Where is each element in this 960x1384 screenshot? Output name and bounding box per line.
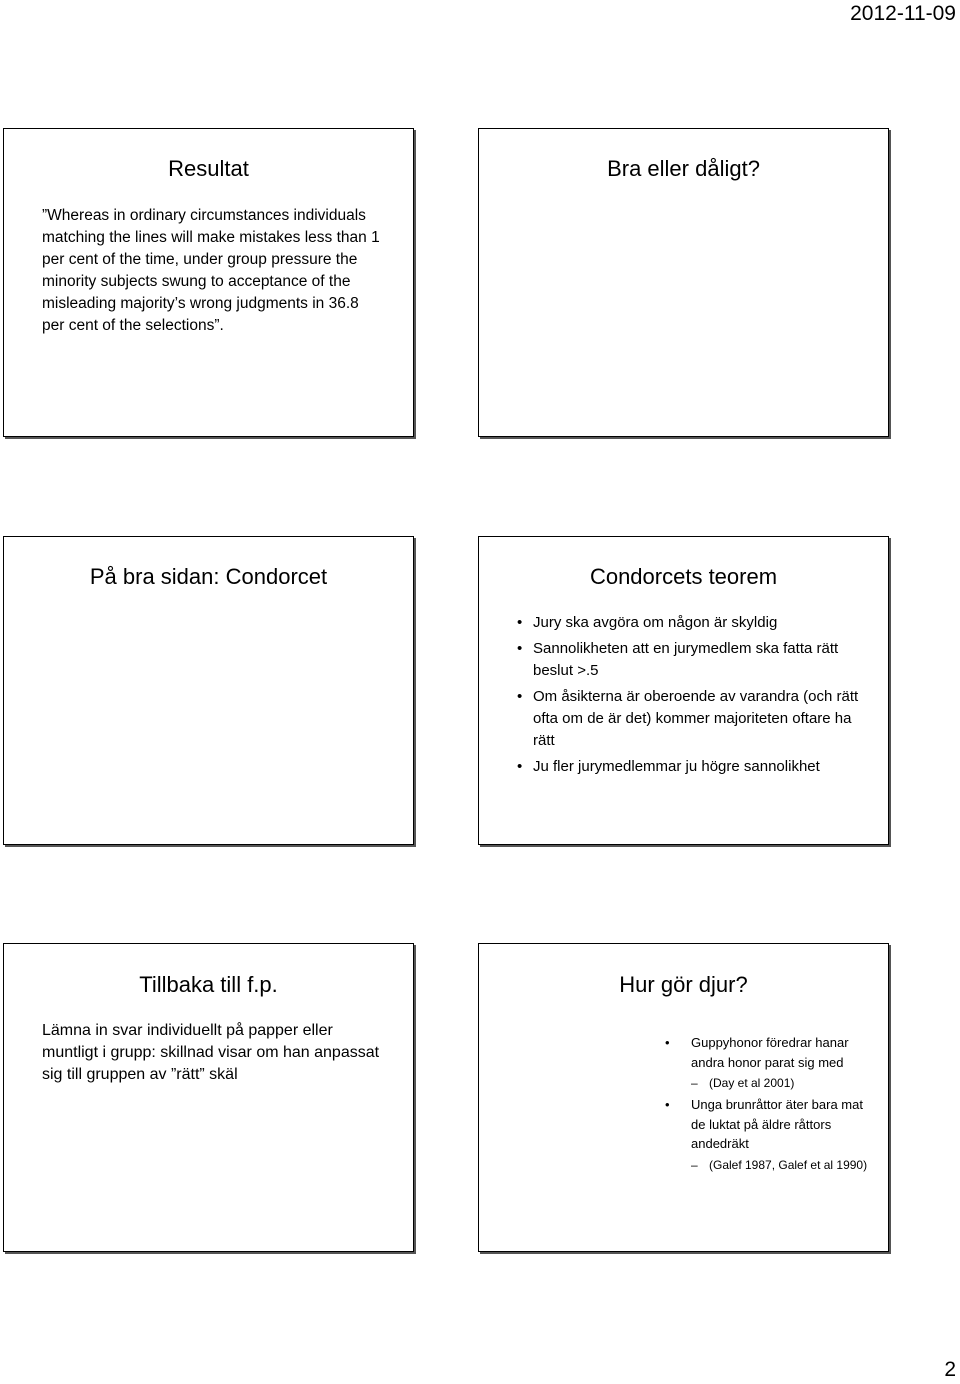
list-item-text: Unga brunråttor äter bara mat de luktat på äldre råttors andedräkt bbox=[691, 1097, 863, 1151]
list-item-text: Guppyhonor föredrar hanar andra honor parat sig med bbox=[691, 1035, 849, 1070]
list-item bbox=[665, 1033, 868, 1092]
slide-bra-eller-daligt bbox=[478, 128, 889, 437]
bullet-list bbox=[517, 612, 868, 782]
slide-text: Lämna in svar individuellt på papper eller muntligt i grupp: skillnad visar om han anpassat sig till gruppen av ”rätt” skäl bbox=[42, 1022, 380, 1083]
sub-list bbox=[691, 1156, 868, 1174]
slide-resultat bbox=[3, 128, 414, 437]
list-item bbox=[665, 1095, 868, 1174]
header-date: 2012-11-09 bbox=[850, 2, 956, 25]
list-item: • Jury ska avgöra om någon är skyldig bbox=[517, 612, 868, 634]
slide-condorcet bbox=[3, 536, 414, 845]
slide-tillbaka bbox=[3, 943, 414, 1252]
sub-list bbox=[691, 1074, 868, 1092]
slide-title: På bra sidan: Condorcet bbox=[89, 564, 328, 589]
list-item: • Sannolikheten att en jurymedlem ska fatta rätt beslut >.5 bbox=[517, 638, 868, 682]
slide-quote: ”Whereas in ordinary circumstances individuals matching the lines will make mistakes less than 1 per cent of the time, under group pressure the minority subjects swung to acceptance of the misleading majority’s wrong judgments in 36.8 per cent of the selections”. bbox=[42, 207, 380, 334]
page-number: 2 bbox=[944, 1358, 956, 1381]
slide-title: Bra eller dåligt? bbox=[607, 156, 760, 181]
slide-hur-gor-djur bbox=[478, 943, 889, 1252]
sub-list-item: – (Galef 1987, Galef et al 1990) bbox=[691, 1156, 868, 1174]
list-item: • Ju fler jurymedlemmar ju högre sannolikhet bbox=[517, 756, 868, 778]
slide-title: Resultat bbox=[168, 156, 249, 181]
sub-list-item: – (Day et al 2001) bbox=[691, 1074, 868, 1092]
list-item: • Om åsikterna är oberoende av varandra (och rätt ofta om de är det) kommer majoriteten oftare ha rätt bbox=[517, 686, 868, 752]
slide-title: Hur gör djur? bbox=[619, 972, 748, 997]
slide-title: Condorcets teorem bbox=[589, 564, 778, 589]
bullet-list bbox=[665, 1033, 868, 1177]
slide-title: Tillbaka till f.p. bbox=[139, 972, 278, 997]
slide-condorcets-teorem bbox=[478, 536, 889, 845]
